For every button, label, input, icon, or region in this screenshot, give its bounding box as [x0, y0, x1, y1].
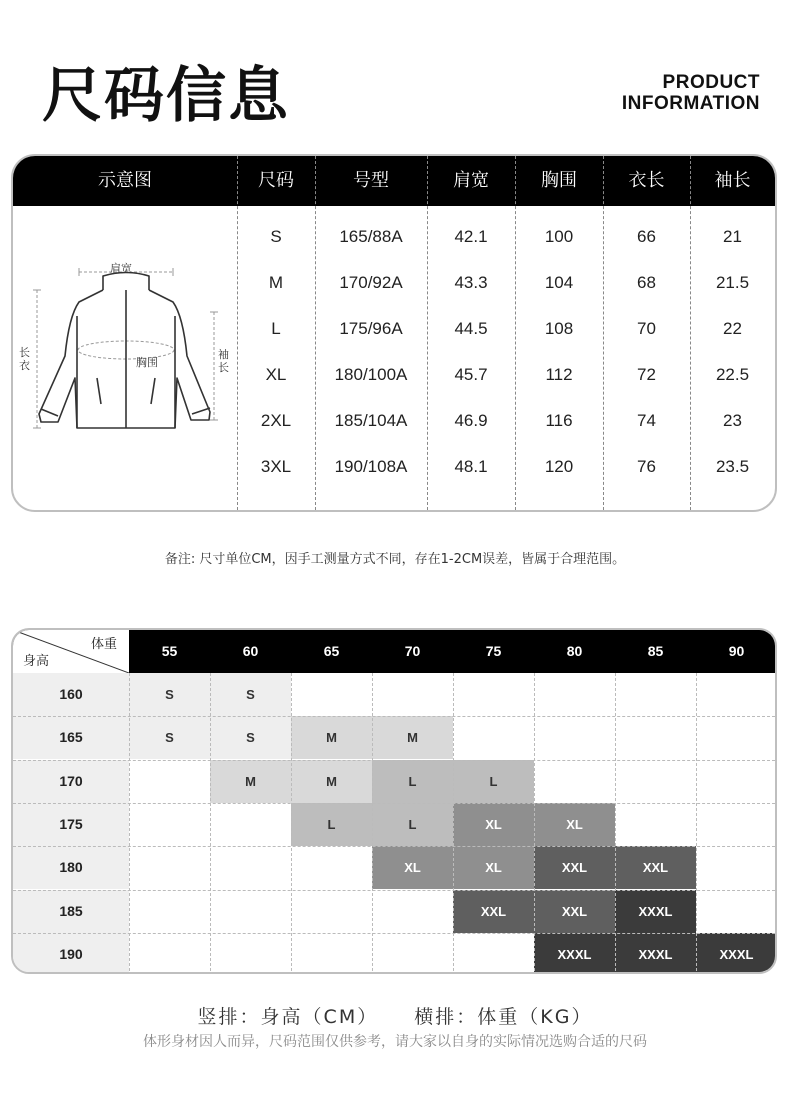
size-cell: XXL: [534, 890, 615, 933]
height-header: 165: [13, 716, 129, 759]
column-header: 示意图: [98, 170, 152, 191]
row-divider: [13, 846, 775, 847]
table-cell: 21: [723, 227, 742, 246]
size-cell: XL: [453, 803, 534, 846]
size-cell: S: [210, 673, 291, 716]
size-cell: XXXL: [534, 933, 615, 974]
table-cell: L: [271, 319, 281, 338]
column-divider: [291, 673, 292, 974]
label-length: 长衣: [19, 346, 30, 372]
table-cell: S: [270, 227, 282, 246]
table-cell: 120: [544, 457, 574, 476]
fit-grid: [11, 628, 777, 974]
size-cell: XXXL: [615, 890, 696, 933]
column-divider: [453, 673, 454, 974]
table-cell: 104: [544, 273, 574, 292]
size-cell: S: [129, 673, 210, 716]
measurement-note: 备注: 尺寸单位CM，因手工测量方式不同，存在1-2CM误差，皆属于合理范围。: [164, 552, 626, 567]
label-shoulder: 肩宽: [110, 262, 132, 275]
table-cell: 175/96A: [339, 319, 403, 338]
column-divider: [696, 673, 697, 974]
legend-vertical: 竖排：身高（CM）: [197, 1006, 379, 1028]
column-divider: [534, 673, 535, 974]
table-cell: 48.1: [454, 457, 488, 476]
size-cell: XL: [453, 846, 534, 889]
size-table: [11, 154, 777, 512]
weight-header: 85: [647, 643, 664, 659]
row-divider: [13, 933, 775, 934]
weight-header: 60: [242, 643, 259, 659]
height-header: 185: [13, 890, 129, 933]
size-cell: M: [291, 760, 372, 803]
table-cell: 180/100A: [334, 365, 408, 384]
table-cell: 44.5: [454, 319, 488, 338]
size-cell: XXL: [453, 890, 534, 933]
column-header: 衣长: [628, 170, 665, 191]
table-cell: 170/92A: [339, 273, 403, 292]
weight-header: 90: [728, 643, 745, 659]
row-divider: [13, 890, 775, 891]
size-cell: XL: [372, 846, 453, 889]
table-cell: 42.1: [454, 227, 488, 246]
subtitle-line-2: INFORMATION: [621, 93, 760, 114]
height-header: 190: [13, 933, 129, 974]
column-header: 肩宽: [453, 170, 489, 191]
row-divider: [13, 803, 775, 804]
table-cell: 165/88A: [339, 227, 403, 246]
table-cell: 21.5: [715, 273, 750, 292]
size-cell: S: [210, 716, 291, 759]
size-cell: XXXL: [696, 933, 777, 974]
table-cell: 74: [637, 411, 656, 430]
size-cell: XL: [534, 803, 615, 846]
size-cell: M: [210, 760, 291, 803]
subtitle-line-1: PRODUCT: [662, 72, 760, 93]
footer-note: 体形身材因人而异，尺码范围仅供参考，请大家以自身的实际情况选购合适的尺码: [143, 1034, 647, 1050]
table-cell: 185/104A: [334, 411, 408, 430]
weight-header: 80: [566, 643, 583, 659]
corner-weight-label: 体重: [90, 637, 117, 652]
height-header: 160: [13, 673, 129, 716]
table-cell: 116: [545, 411, 573, 430]
weight-header: 55: [161, 643, 178, 659]
weight-header: 65: [323, 643, 340, 659]
grid-legend: [0, 1002, 790, 1029]
page-subtitle: [622, 72, 760, 114]
table-cell: 108: [544, 319, 574, 338]
size-cell: M: [291, 716, 372, 759]
size-cell: XXL: [534, 846, 615, 889]
corner-height-label: 身高: [23, 654, 50, 669]
table-cell: 72: [637, 365, 656, 384]
table-cell: 112: [545, 365, 573, 384]
table-cell: 190/108A: [334, 457, 408, 476]
label-chest: 胸围: [136, 356, 158, 369]
table-cell: M: [268, 273, 284, 292]
size-cell: XXL: [615, 846, 696, 889]
table-cell: 76: [637, 457, 656, 476]
row-divider: [13, 716, 775, 717]
column-divider: [615, 673, 616, 974]
height-header: 180: [13, 846, 129, 889]
row-divider: [13, 760, 775, 761]
table-cell: 23: [723, 411, 742, 430]
table-cell: 46.9: [454, 411, 488, 430]
table-cell: 68: [637, 273, 656, 292]
size-cell: L: [372, 803, 453, 846]
jacket-diagram: [13, 206, 237, 512]
table-cell: 22: [723, 319, 742, 338]
size-cell: S: [129, 716, 210, 759]
table-cell: XL: [265, 365, 287, 384]
weight-header: 70: [404, 643, 421, 659]
fit-grid-corner: [13, 630, 129, 673]
table-cell: 3XL: [260, 457, 292, 476]
column-divider: [372, 673, 373, 974]
table-cell: 66: [637, 227, 656, 246]
column-divider: [210, 673, 211, 974]
column-header: 胸围: [541, 170, 577, 191]
table-cell: 43.3: [454, 273, 488, 292]
column-divider: [129, 673, 130, 974]
table-cell: 70: [637, 319, 656, 338]
jacket-illustration: [13, 206, 237, 512]
legend-horizontal: 横排：体重（KG）: [414, 1006, 593, 1028]
size-cell: L: [453, 760, 534, 803]
column-header: 号型: [353, 170, 389, 191]
size-cell: XXXL: [615, 933, 696, 974]
size-cell: M: [372, 716, 453, 759]
table-cell: 23.5: [715, 457, 750, 476]
table-cell: 45.7: [454, 365, 488, 384]
table-cell: 22.5: [715, 365, 750, 384]
column-header: 尺码: [258, 170, 294, 191]
weight-header: 75: [485, 643, 502, 659]
size-cell: L: [372, 760, 453, 803]
label-sleeve: 袖长: [218, 348, 229, 374]
table-cell: 100: [544, 227, 574, 246]
table-cell: 2XL: [260, 411, 292, 430]
size-cell: L: [291, 803, 372, 846]
height-header: 175: [13, 803, 129, 846]
page-title: 尺码信息: [42, 61, 290, 131]
height-header: 170: [13, 760, 129, 803]
column-header: 袖长: [714, 170, 751, 191]
